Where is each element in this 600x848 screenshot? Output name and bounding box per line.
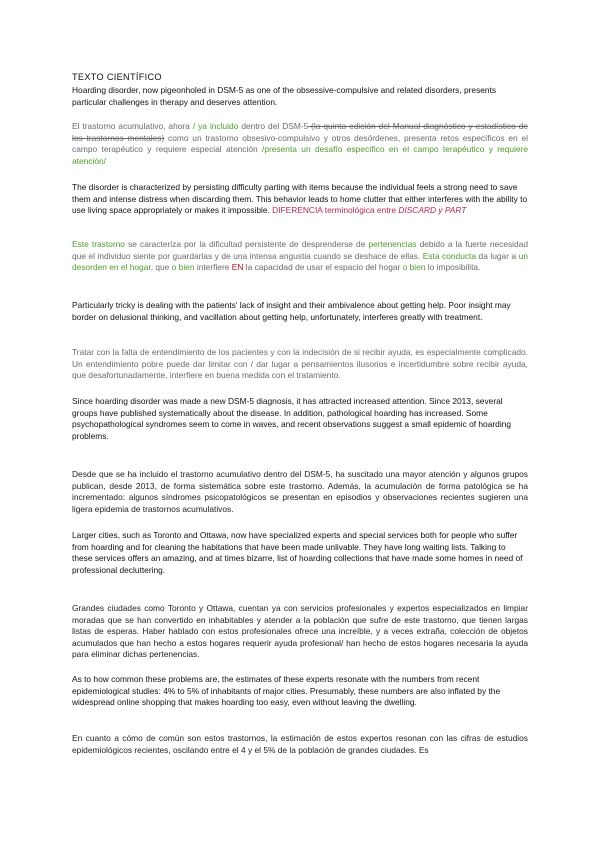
paragraph-es-2 — [72, 121, 528, 167]
p2-deleted-text: -(la quinta edición del Manual diagnóstico y estadístico de los trastornos mentales) — [72, 121, 529, 143]
p4-highlight-e: Esta conducta — [422, 250, 477, 261]
p2-text-a: El trastorno acumulativo, ahora — [72, 121, 190, 131]
p3-text: The disorder is characterized by persisting difficulty parting with items because the individual feels a strong need to save them and intense distress when discarding them. This behavior leads to home clutter that either interferes with the ability to use living space appropriately or makes it impossible. — [72, 182, 528, 216]
p2-text-c: dentro del DSM-5 — [241, 121, 309, 131]
p4-text-f: da lugar a — [478, 250, 517, 261]
paragraph-en-7: Since hoarding disorder was made a new DSM-5 diagnosis, it has attracted increased attention. Since 2013, several groups have published systematically about the disease. In addition, pathological hoarding has increased. Some psychopathological syndromes seem to come in waves, and recent observations suggest a small epidemic of hoarding problems. — [72, 396, 511, 441]
p4-highlight-a: Este trastorno — [72, 239, 125, 249]
p4-highlight-i: o bien — [171, 262, 195, 273]
paragraph-es-8: Desde que se ha incluido el trastorno acumulativo dentro del DSM-5, ha suscitado una mayor atención y algunos grupos publican, desde 2013, de forma sistemática sobre este trastorno. Además, la acumulación de forma patológica se ha incrementado: algunos síndromes psicopatológicos se presentan en episodios y observaciones recientes sugieren una ligera epidemia de trastornos acumulativos. — [72, 469, 528, 514]
p4-text-j: interfiere — [196, 262, 230, 273]
p4-text-d: debido a la fuerte necesidad que el individuo siente por guardarlas y de una intensa angustia cuando se deshace de ellas. — [72, 239, 528, 261]
p2-insertion-ya-incluido: / ya incluido — [192, 121, 239, 131]
p3-note-label: DIFERENCIA terminológica entre — [272, 205, 396, 216]
paragraph-es-6: Tratar con la falta de entendimiento de los pacientes y con la indecisión de si recibir ayuda, es especialmente complicado. Un entendimiento pobre puede dar limitar con / dar lugar a pensamientos ilusorios e incertidumbre sobre recibir ayuda, que desafortunadamente, interfiere en buena medida con el tratamiento. — [72, 347, 528, 381]
paragraph-en-9: Larger cities, such as Toronto and Ottawa, now have specialized experts and special services both for people who suffer from hoarding and for cleaning the habitations that have been made unlivable. They have long waiting lists. Talking to these services offers an amazing, and at times bizarre, list of hoarding collections that have made some homes in need of professional decluttering. — [72, 530, 523, 575]
p4-text-h: , que — [150, 262, 170, 273]
p4-text-b: se caracteriza por la dificultad persistente de desprenderse de — [128, 239, 366, 249]
paragraph-en-5: Particularly tricky is dealing with the patients' lack of insight and their ambivalence about getting help. Poor insight may border on delusional thinking, and vacillation about getting help, unfortunately, interferes greatly with treatment. — [72, 300, 511, 322]
paragraph-es-4 — [72, 239, 528, 274]
p4-highlight-g: un desorden en el hogar — [72, 250, 529, 273]
p4-highlight-c: pertenencias — [368, 239, 417, 249]
paragraph-es-12: En cuanto a cómo de común son estos trastornos, la estimación de estos expertos resonan con las cifras de estudios epidemiológicos recientes, oscilando entre el 4 y el 5% de la población de grandes ciudades. Es — [72, 733, 528, 755]
page-title: TEXTO CIENTÍFICO — [72, 72, 162, 82]
paragraph-en-3 — [72, 182, 528, 217]
p4-text-l: la capacidad de usar el espacio del hogar — [245, 262, 401, 273]
p2-text-e: como un trastorno obsesivo-compulsivo y otros desórdenes, presenta retos específicos en el campo terapéutico y requiere especial atención — [72, 132, 528, 155]
p3-note-terms: DISCARD y PART — [398, 205, 467, 216]
p4-highlight-m: o bien — [402, 262, 426, 273]
paragraph-en-1: Hoarding disorder, now pigeonholed in DSM-5 as one of the obsessive-compulsive and related disorders, presents particular challenges in therapy and deserves attention. — [72, 85, 497, 107]
p4-text-n: lo imposibilita. — [427, 262, 481, 273]
p2-insertion-alternative: /presenta un desafío específico en el campo terapéutico y requiere atención/ — [72, 144, 528, 166]
paragraph-en-11: As to how common these problems are, the estimates of these experts resonate with the numbers from recent epidemiological studies: 4% to 5% of inhabitants of major cities. Presumably, these numbers are also inflated by the widespread online shopping that makes hoarding too easy, even without leaving the dwelling. — [72, 674, 501, 708]
paragraph-es-10: Grandes ciudades como Toronto y Ottawa, cuentan ya con servicios profesionales y expertos especializados en limpiar moradas que se han convertido en inhabitables y atender a la población que sufre de este trastorno, que tienen largas listas de esperas. Haber hablado con estos profesionales ofrece una increíble, y a veces extraña, colección de objetos acumulados que han hecho a estos hogares requerir ayuda profesional/ han hecho de estos hogares necesaria la ayuda para eliminar dichas pertenencias. — [72, 603, 528, 660]
p4-highlight-k: EN — [231, 262, 244, 273]
